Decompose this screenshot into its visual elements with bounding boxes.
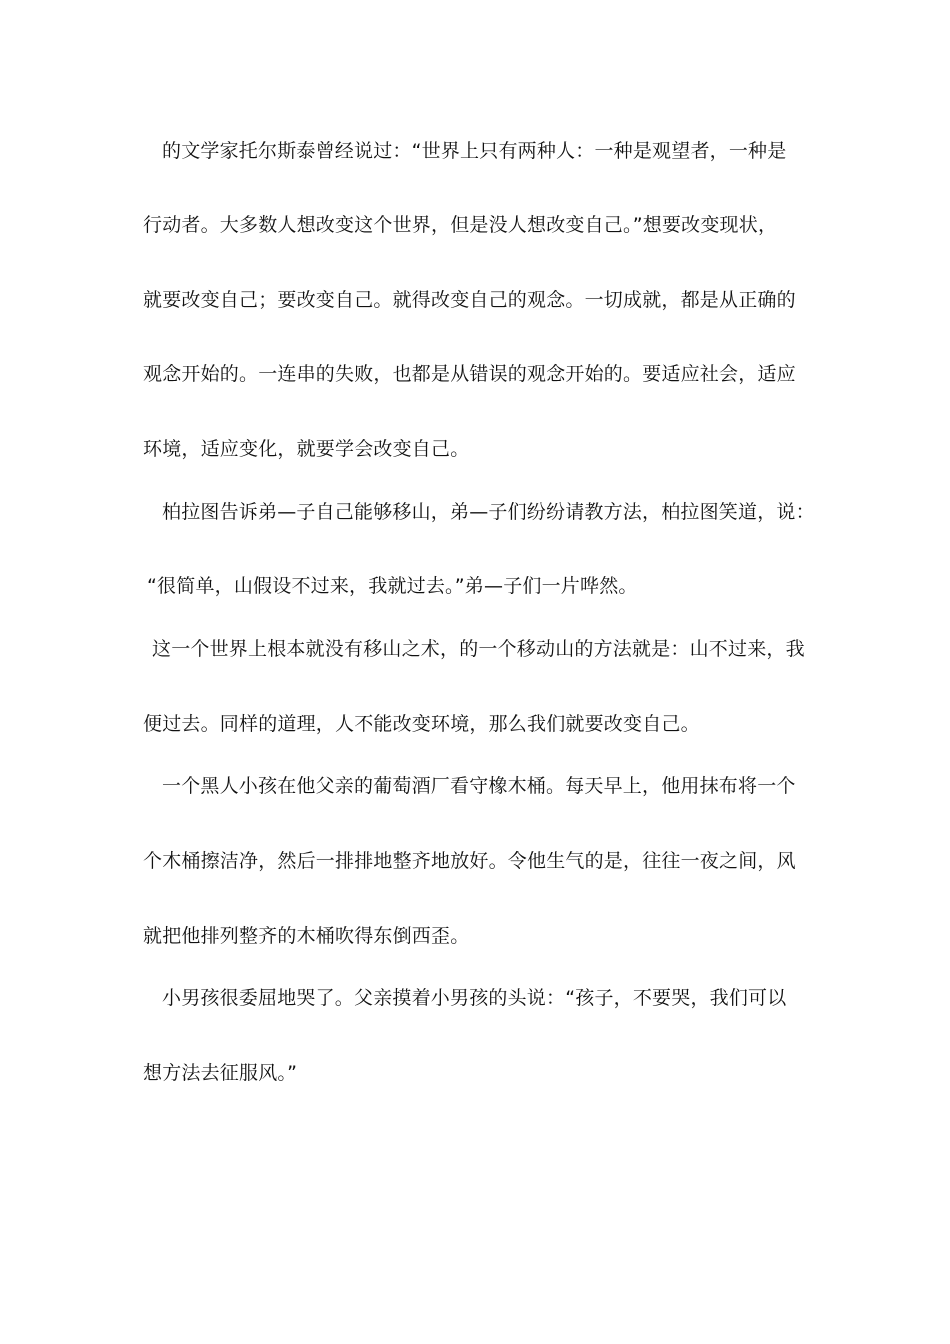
text-line: 想方法去征服风。” (143, 1062, 298, 1084)
text-line: 个木桶擦洁净，然后一排排地整齐地放好。令他生气的是，往往一夜之间，风 (143, 850, 796, 872)
text-line: 小男孩很委屈地哭了。父亲摸着小男孩的头说：“孩子，不要哭，我们可以 (162, 987, 787, 1009)
text-line: 就要改变自己；要改变自己。就得改变自己的观念。一切成就，都是从正确的 (143, 289, 796, 311)
text-line: 的文学家托尔斯泰曾经说过：“世界上只有两种人：一种是观望者，一种是 (162, 140, 787, 162)
text-line: 观念开始的。一连串的失败，也都是从错误的观念开始的。要适应社会，适应 (143, 363, 796, 385)
text-line: 便过去。同样的道理，人不能改变环境，那么我们就要改变自己。 (143, 713, 700, 735)
text-line: 一个黑人小孩在他父亲的葡萄酒厂看守橡木桶。每天早上，他用抹布将一个 (162, 775, 796, 797)
text-line: 环境，适应变化，就要学会改变自己。 (143, 438, 470, 460)
text-line: “很简单，山假设不过来，我就过去。”弟—子们一片哗然。 (147, 575, 638, 597)
text-line: 行动者。大多数人想改变这个世界，但是没人想改变自己。”想要改变现状， (143, 214, 778, 236)
text-line: 就把他排列整齐的木桶吹得东倒西歪。 (143, 925, 470, 947)
text-line: 这一个世界上根本就没有移山之术，的一个移动山的方法就是：山不过来，我 (152, 638, 805, 660)
text-line: 柏拉图告诉弟—子自己能够移山，弟—子们纷纷请教方法，柏拉图笑道，说： (162, 501, 815, 523)
